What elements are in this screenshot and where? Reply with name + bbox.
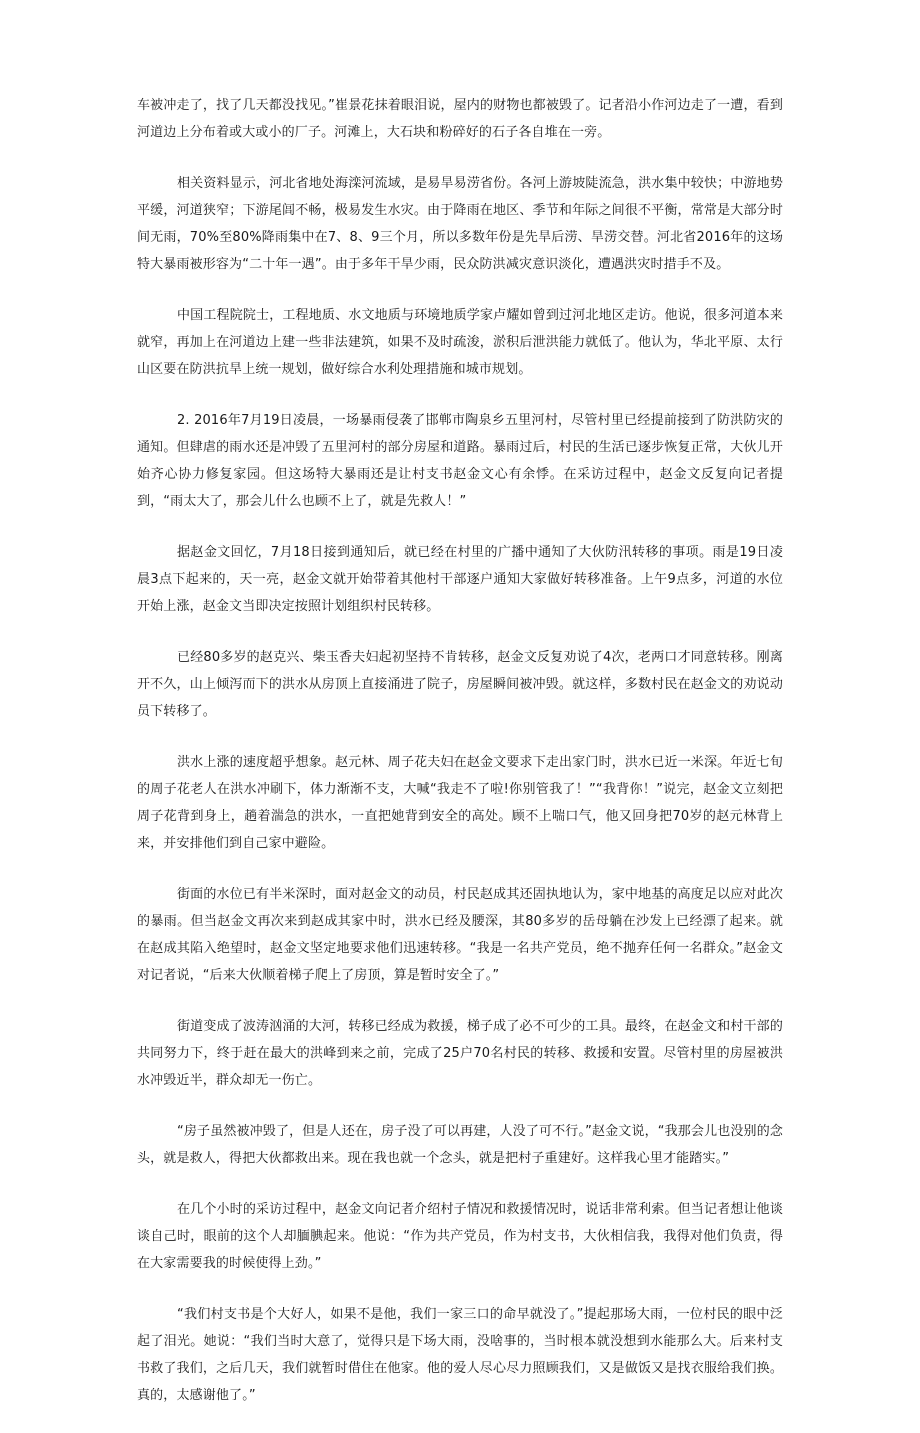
paragraph-7: 洪水上涨的速度超乎想象。赵元林、周子花夫妇在赵金文要求下走出家门时，洪水已近一米深。年近七旬的周子花老人在洪水冲刷下，体力渐渐不支，大喊“我走不了啦!你别管我了！”“我背你！”说完，赵金文立刻把周子花背到身上，趟着湍急的洪水，一直把她背到安全的高处。顾不上喘口气，他又回身把70岁的赵元林背上来，并安排他们到自己家中避险。 [137, 755, 783, 851]
paragraph-5: 据赵金文回忆，7月18日接到通知后，就已经在村里的广播中通知了大伙防汛转移的事项。雨是19日凌晨3点下起来的，天一亮，赵金文就开始带着其他村干部逐户通知大家做好转移准备。上午9点多，河道的水位开始上涨，赵金文当即决定按照计划组织村民转移。 [137, 545, 783, 614]
paragraph-1: 车被冲走了，找了几天都没找见。”崔景花抹着眼泪说，屋内的财物也都被毁了。记者沿小作河边走了一遭，看到河道边上分布着或大或小的厂子。河滩上，大石块和粉碎好的石子各自堆在一旁。 [137, 98, 783, 140]
paragraph-3: 中国工程院院士，工程地质、水文地质与环境地质学家卢耀如曾到过河北地区走访。他说，很多河道本来就窄，再加上在河道边上建一些非法建筑，如果不及时疏浚，淤积后泄洪能力就低了。他认为，华北平原、太行山区要在防洪抗旱上统一规划，做好综合水利处理措施和城市规划。 [137, 308, 783, 377]
paragraph-10: “房子虽然被冲毁了，但是人还在，房子没了可以再建，人没了可不行。”赵金文说，“我那会儿也没别的念头，就是救人，得把大伙都救出来。现在我也就一个念头，就是把村子重建好。这样我心里才能踏实。” [137, 1124, 783, 1166]
paragraph-12: “我们村支书是个大好人，如果不是他，我们一家三口的命早就没了。”提起那场大雨，一位村民的眼中泛起了泪光。她说：“我们当时大意了，觉得只是下场大雨，没啥事的，当时根本就没想到水能那么大。后来村支书救了我们，之后几天，我们就暂时借住在他家。他的爱人尽心尽力照顾我们，又是做饭又是找衣服给我们换。真的，太感谢他了。” [137, 1307, 783, 1403]
paragraph-11: 在几个小时的采访过程中，赵金文向记者介绍村子情况和救援情况时，说话非常利索。但当记者想让他谈谈自己时，眼前的这个人却腼腆起来。他说：“作为共产党员，作为村支书，大伙相信我，我得对他们负责，得在大家需要我的时候使得上劲。” [137, 1202, 783, 1271]
paragraph-4: 2. 2016年7月19日凌晨，一场暴雨侵袭了邯郸市陶泉乡五里河村，尽管村里已经提前接到了防洪防灾的通知。但肆虐的雨水还是冲毁了五里河村的部分房屋和道路。暴雨过后，村民的生活已逐步恢复正常，大伙儿开始齐心协力修复家园。但这场特大暴雨还是让村支书赵金文心有余悸。在采访过程中，赵金文反复向记者提到，“雨太大了，那会儿什么也顾不上了，就是先救人！” [137, 413, 783, 509]
paragraph-2: 相关资料显示，河北省地处海滦河流域，是易旱易涝省份。各河上游坡陡流急，洪水集中较快；中游地势平缓，河道狭窄；下游尾闾不畅，极易发生水灾。由于降雨在地区、季节和年际之间很不平衡，常常是大部分时间无雨，70%至80%降雨集中在7、8、9三个月，所以多数年份是先旱后涝、旱涝交替。河北省2016年的这场特大暴雨被形容为“二十年一遇”。由于多年干旱少雨，民众防洪减灾意识淡化，遭遇洪灾时措手不及。 [137, 176, 783, 272]
document-body [137, 92, 783, 1433]
paragraph-8: 街面的水位已有半米深时，面对赵金文的动员，村民赵成其还固执地认为，家中地基的高度足以应对此次的暴雨。但当赵金文再次来到赵成其家中时，洪水已经及腰深，其80多岁的岳母躺在沙发上已经漂了起来。就在赵成其陷入绝望时，赵金文坚定地要求他们迅速转移。“我是一名共产党员，绝不抛弃任何一名群众。”赵金文对记者说，“后来大伙顺着梯子爬上了房顶，算是暂时安全了。” [137, 887, 783, 983]
paragraph-9: 街道变成了波涛汹涌的大河，转移已经成为救援，梯子成了必不可少的工具。最终，在赵金文和村干部的共同努力下，终于赶在最大的洪峰到来之前，完成了25户70名村民的转移、救援和安置。尽管村里的房屋被洪水冲毁近半，群众却无一伤亡。 [137, 1019, 783, 1088]
paragraph-6: 已经80多岁的赵克兴、柴玉香夫妇起初坚持不肯转移，赵金文反复劝说了4次，老两口才同意转移。刚离开不久，山上倾泻而下的洪水从房顶上直接涌进了院子，房屋瞬间被冲毁。就这样，多数村民在赵金文的劝说动员下转移了。 [137, 650, 783, 719]
